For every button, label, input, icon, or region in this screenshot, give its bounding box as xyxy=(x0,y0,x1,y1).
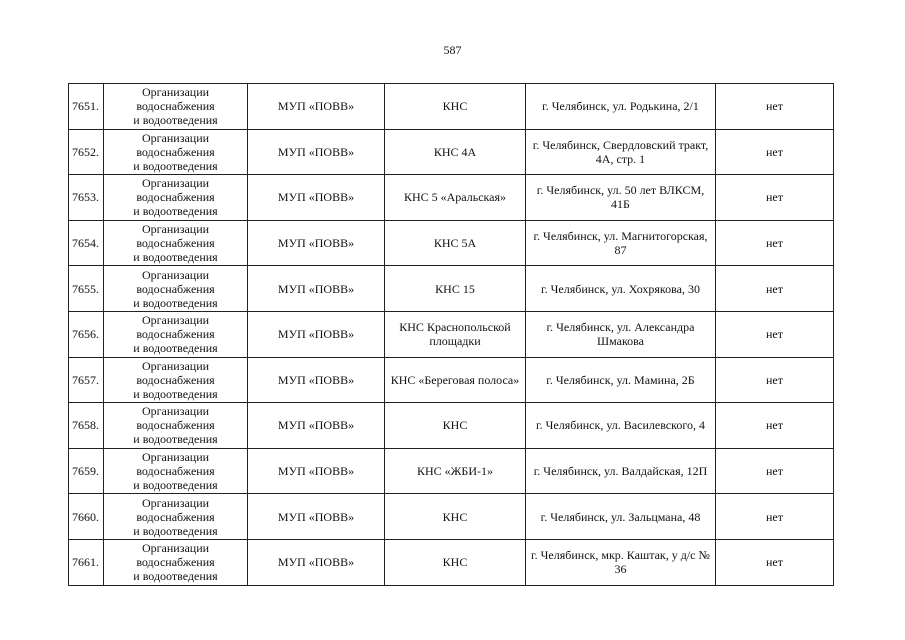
category-line: Организации xyxy=(141,495,210,510)
object-cell: КНС «ЖБИ-1» xyxy=(385,448,526,494)
row-number-cell: 7660. xyxy=(69,494,104,540)
category-line: и водоотведения xyxy=(133,250,218,265)
table-row xyxy=(69,266,834,312)
object-cell: КНС Краснопольской площадки xyxy=(385,311,526,357)
category-line: водоснабжения xyxy=(136,281,215,296)
table-row xyxy=(69,84,834,130)
address-cell: г. Челябинск, ул. 50 лет ВЛКСМ, 41Б xyxy=(526,175,716,221)
value-cell: нет xyxy=(716,448,834,494)
row-number-cell: 7654. xyxy=(69,220,104,266)
category-line: и водоотведения xyxy=(133,478,218,493)
address-cell: г. Челябинск, ул. Родькина, 2/1 xyxy=(526,84,716,130)
row-number-cell: 7655. xyxy=(69,266,104,312)
category-line: и водоотведения xyxy=(133,158,218,173)
category-cell xyxy=(104,357,248,403)
value-cell: нет xyxy=(716,357,834,403)
object-cell: КНС «Береговая полоса» xyxy=(385,357,526,403)
organization-cell: МУП «ПОВВ» xyxy=(248,84,385,130)
category-line: Организации xyxy=(141,313,210,328)
category-cell xyxy=(104,539,248,585)
category-line: и водоотведения xyxy=(133,432,218,447)
category-cell xyxy=(104,266,248,312)
value-cell: нет xyxy=(716,403,834,449)
object-cell: КНС xyxy=(385,494,526,540)
address-cell: г. Челябинск, ул. Мамина, 2Б xyxy=(526,357,716,403)
category-line: водоснабжения xyxy=(136,464,215,479)
category-line: водоснабжения xyxy=(136,327,215,342)
value-cell: нет xyxy=(716,494,834,540)
table-row xyxy=(69,539,834,585)
row-number-cell: 7656. xyxy=(69,311,104,357)
value-cell: нет xyxy=(716,175,834,221)
object-cell: КНС xyxy=(385,84,526,130)
row-number-cell: 7659. xyxy=(69,448,104,494)
address-cell: г. Челябинск, Свердловский тракт, 4А, стр. 1 xyxy=(526,129,716,175)
category-line: и водоотведения xyxy=(133,295,218,310)
category-line: и водоотведения xyxy=(133,523,218,538)
category-cell xyxy=(104,220,248,266)
category-line: Организации xyxy=(141,222,210,237)
category-line: и водоотведения xyxy=(133,204,218,219)
category-line: Организации xyxy=(141,541,210,556)
address-cell: г. Челябинск, ул. Василевского, 4 xyxy=(526,403,716,449)
value-cell: нет xyxy=(716,84,834,130)
category-cell xyxy=(104,129,248,175)
category-cell xyxy=(104,84,248,130)
organization-cell: МУП «ПОВВ» xyxy=(248,220,385,266)
organization-cell: МУП «ПОВВ» xyxy=(248,175,385,221)
object-cell: КНС 4А xyxy=(385,129,526,175)
organization-cell: МУП «ПОВВ» xyxy=(248,311,385,357)
value-cell: нет xyxy=(716,220,834,266)
organization-cell: МУП «ПОВВ» xyxy=(248,266,385,312)
category-line: Организации xyxy=(141,404,210,419)
address-cell: г. Челябинск, ул. Валдайская, 12П xyxy=(526,448,716,494)
address-cell: г. Челябинск, ул. Александра Шмакова xyxy=(526,311,716,357)
table-row xyxy=(69,494,834,540)
category-cell xyxy=(104,311,248,357)
table-row xyxy=(69,129,834,175)
category-line: Организации xyxy=(141,85,210,100)
object-cell: КНС 5 «Аральская» xyxy=(385,175,526,221)
category-line: и водоотведения xyxy=(133,569,218,584)
table-row xyxy=(69,220,834,266)
category-line: Организации xyxy=(141,450,210,465)
category-line: и водоотведения xyxy=(133,113,218,128)
value-cell: нет xyxy=(716,539,834,585)
category-cell xyxy=(104,448,248,494)
category-line: Организации xyxy=(141,358,210,373)
organization-cell: МУП «ПОВВ» xyxy=(248,539,385,585)
address-cell: г. Челябинск, ул. Хохрякова, 30 xyxy=(526,266,716,312)
category-line: водоснабжения xyxy=(136,372,215,387)
page-number: 587 xyxy=(443,43,462,57)
value-cell: нет xyxy=(716,311,834,357)
row-number-cell: 7658. xyxy=(69,403,104,449)
row-number-cell: 7661. xyxy=(69,539,104,585)
category-line: Организации xyxy=(141,267,210,282)
table-row xyxy=(69,357,834,403)
registry-table xyxy=(68,83,834,586)
row-number-cell: 7652. xyxy=(69,129,104,175)
category-line: водоснабжения xyxy=(136,99,215,114)
category-line: и водоотведения xyxy=(133,386,218,401)
row-number-cell: 7657. xyxy=(69,357,104,403)
category-line: водоснабжения xyxy=(136,418,215,433)
registry-table-body xyxy=(69,84,834,586)
object-cell: КНС xyxy=(385,539,526,585)
category-line: водоснабжения xyxy=(136,509,215,524)
category-line: и водоотведения xyxy=(133,341,218,356)
table-row xyxy=(69,448,834,494)
value-cell: нет xyxy=(716,266,834,312)
address-cell: г. Челябинск, мкр. Каштак, у д/с № 36 xyxy=(526,539,716,585)
row-number-cell: 7651. xyxy=(69,84,104,130)
category-line: водоснабжения xyxy=(136,555,215,570)
table-row xyxy=(69,175,834,221)
address-cell: г. Челябинск, ул. Зальцмана, 48 xyxy=(526,494,716,540)
organization-cell: МУП «ПОВВ» xyxy=(248,448,385,494)
category-line: водоснабжения xyxy=(136,144,215,159)
category-line: водоснабжения xyxy=(136,236,215,251)
category-cell xyxy=(104,494,248,540)
address-cell: г. Челябинск, ул. Магнитогорская, 87 xyxy=(526,220,716,266)
organization-cell: МУП «ПОВВ» xyxy=(248,494,385,540)
value-cell: нет xyxy=(716,129,834,175)
table-row xyxy=(69,311,834,357)
object-cell: КНС 5А xyxy=(385,220,526,266)
category-line: водоснабжения xyxy=(136,190,215,205)
category-cell xyxy=(104,403,248,449)
organization-cell: МУП «ПОВВ» xyxy=(248,403,385,449)
row-number-cell: 7653. xyxy=(69,175,104,221)
organization-cell: МУП «ПОВВ» xyxy=(248,357,385,403)
organization-cell: МУП «ПОВВ» xyxy=(248,129,385,175)
category-line: Организации xyxy=(141,176,210,191)
category-line: Организации xyxy=(141,130,210,145)
object-cell: КНС xyxy=(385,403,526,449)
object-cell: КНС 15 xyxy=(385,266,526,312)
category-cell xyxy=(104,175,248,221)
table-row xyxy=(69,403,834,449)
